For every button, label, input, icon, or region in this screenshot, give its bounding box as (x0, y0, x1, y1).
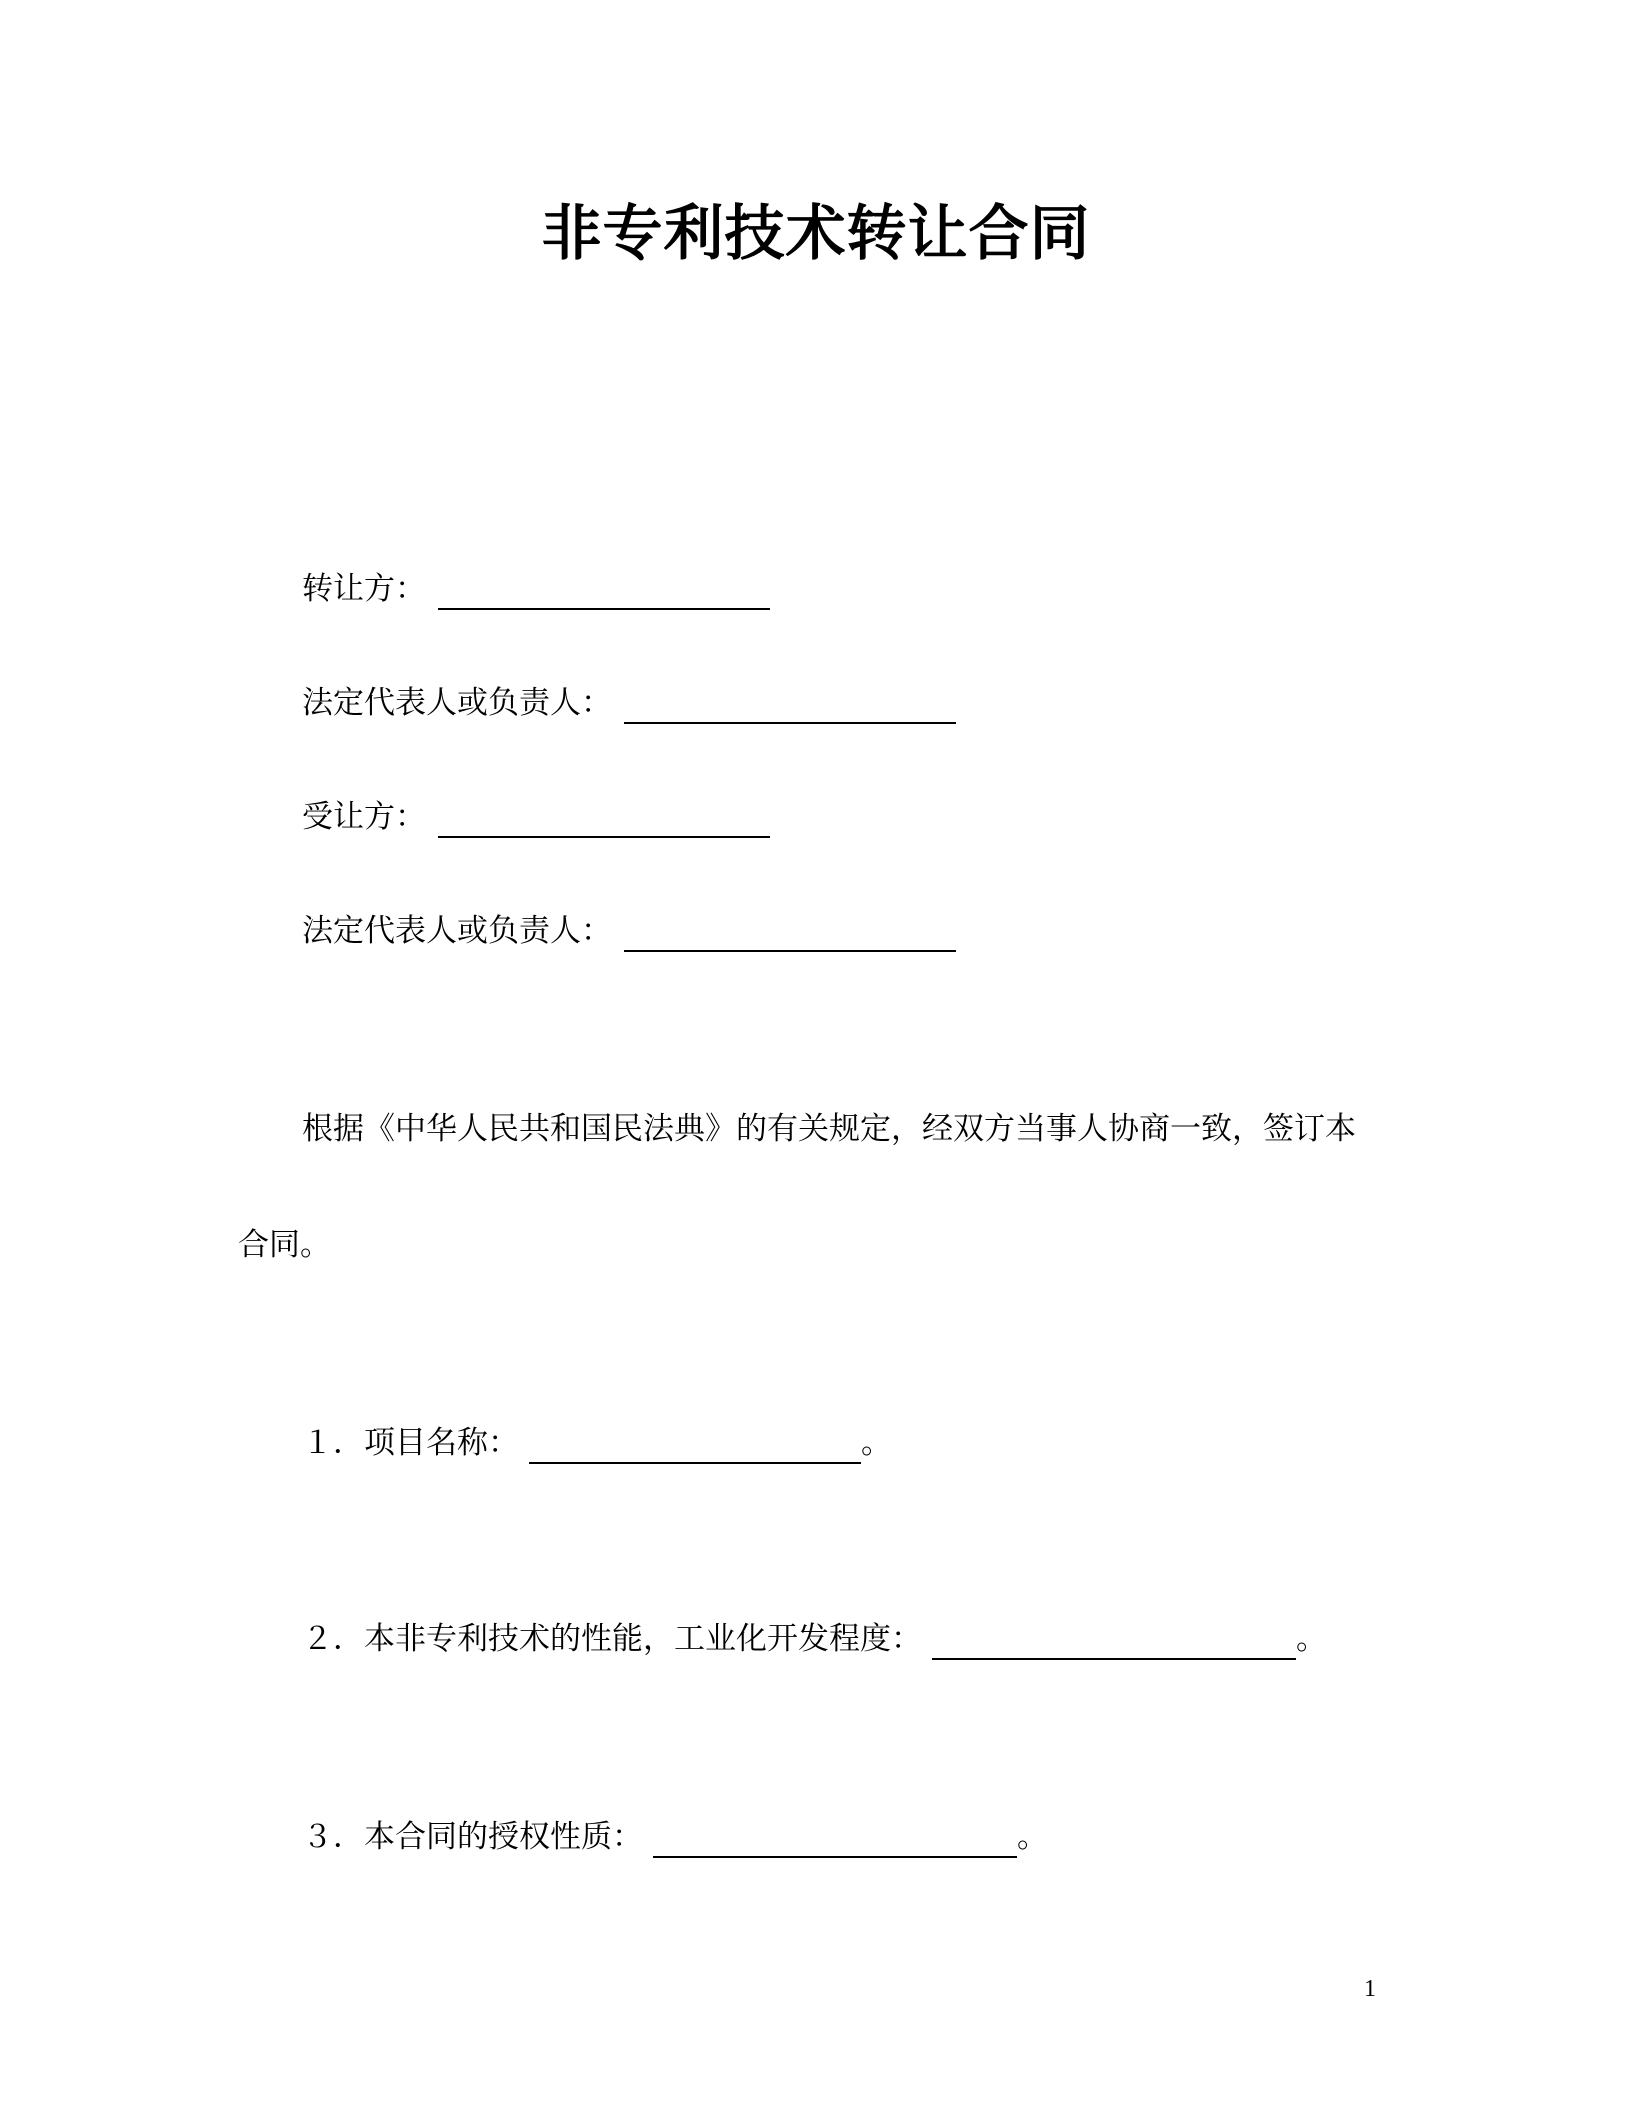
document-title: 非专利技术转让合同 (541, 199, 1091, 269)
transferor-label: 转让方： (302, 571, 426, 607)
transferor-representative-label: 法定代表人或负责人： (302, 685, 612, 721)
clause-3-label: ３．本合同的授权性质： (302, 1819, 643, 1855)
transferor-blank[interactable] (438, 578, 770, 610)
transferor-line (302, 568, 770, 610)
transferor-representative-blank[interactable] (624, 692, 956, 724)
clause-1-suffix: 。 (861, 1425, 892, 1461)
clause-1-label: １．项目名称： (302, 1425, 519, 1461)
clause-3-blank[interactable] (653, 1826, 1017, 1858)
clause-1 (302, 1422, 892, 1464)
preamble-line-2: 合同。 (238, 1227, 331, 1263)
preamble-line-1: 根据《中华人民共和国民法典》的有关规定，经双方当事人协商一致，签订本 (302, 1111, 1356, 1147)
transferee-label: 受让方： (302, 799, 426, 835)
clause-3 (302, 1816, 1048, 1858)
transferee-blank[interactable] (438, 806, 770, 838)
clause-2-suffix: 。 (1296, 1621, 1327, 1657)
transferee-line (302, 796, 770, 838)
transferee-representative-label: 法定代表人或负责人： (302, 913, 612, 949)
clause-3-suffix: 。 (1017, 1819, 1048, 1855)
transferee-representative-blank[interactable] (624, 920, 956, 952)
clause-2-label: ２．本非专利技术的性能，工业化开发程度： (302, 1621, 922, 1657)
clause-2-blank[interactable] (932, 1628, 1296, 1660)
clause-1-blank[interactable] (529, 1432, 861, 1464)
clause-2 (302, 1618, 1327, 1660)
transferee-representative-line (302, 910, 956, 952)
transferor-representative-line (302, 682, 956, 724)
page-number: 1 (1364, 1976, 1376, 2002)
